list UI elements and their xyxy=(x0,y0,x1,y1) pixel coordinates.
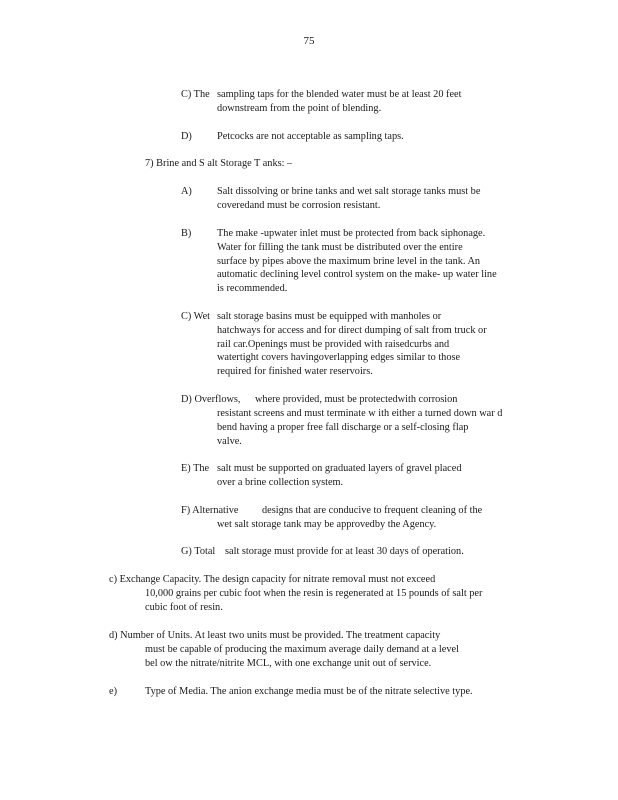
item-f-line-1: designs that are conducive to frequent cleaning of the xyxy=(262,505,483,516)
item-d-petcocks-marker: D) xyxy=(181,131,192,142)
section-d-units-line-2: must be capable of producing the maximum average daily demand at a level xyxy=(145,644,459,655)
item-b-line-5: is recommended. xyxy=(217,283,288,294)
item-c-taps-line-1: sampling taps for the blended water must be at least 20 feet xyxy=(217,89,462,100)
item-g-marker: G) Total xyxy=(181,546,216,557)
section-d-units-line-1: d) Number of Units. At least two units must be provided. The treatment capacity xyxy=(109,630,441,641)
item-a-line-2: coveredand must be corrosion resistant. xyxy=(217,200,381,211)
page-number: 75 xyxy=(303,35,315,47)
item-b-line-2: Water for filling the tank must be distributed over the entire xyxy=(217,242,463,253)
section-e-media-marker: e) xyxy=(109,686,117,697)
item-a-line-1: Salt dissolving or brine tanks and wet salt storage tanks must be xyxy=(217,186,481,197)
section-c-exchange-line-1: c) Exchange Capacity. The design capacity for nitrate removal must not exceed xyxy=(109,574,436,585)
item-e-marker: E) The xyxy=(181,463,210,474)
section-c-exchange-line-3: cubic foot of resin. xyxy=(145,602,223,613)
item-a-marker: A) xyxy=(181,186,192,197)
section-c-exchange-line-2: 10,000 grains per cubic foot when the resin is regenerated at 15 pounds of salt per xyxy=(145,588,483,599)
item-c-wet-line-5: required for finished water reservoirs. xyxy=(217,366,373,377)
item-d-overflows-line-4: valve. xyxy=(217,436,242,447)
item-d-overflows-line-2: resistant screens and must terminate w ith either a turned down war d xyxy=(217,408,503,419)
item-d-overflows-line-3: bend having a proper free fall discharge or a self-closing flap xyxy=(217,422,469,433)
item-d-overflows-line-1: where provided, must be protectedwith corrosion xyxy=(255,394,458,405)
item-c-taps-line-2: downstream from the point of blending. xyxy=(217,103,382,114)
section-d-units-line-3: bel ow the nitrate/nitrite MCL, with one exchange unit out of service. xyxy=(145,658,432,669)
section-7-heading: 7) Brine and S alt Storage T anks: – xyxy=(145,158,293,169)
item-c-taps-marker: C) The xyxy=(181,89,210,100)
item-b-line-1: The make -upwater inlet must be protected from back siphonage. xyxy=(217,228,486,239)
item-c-wet-line-4: watertight covers havingoverlapping edges similar to those xyxy=(217,352,461,363)
item-c-wet-line-1: salt storage basins must be equipped with manholes or xyxy=(217,311,442,322)
item-c-wet-marker: C) Wet xyxy=(181,311,211,322)
item-d-overflows-marker: D) Overflows, xyxy=(181,394,241,405)
item-b-marker: B) xyxy=(181,228,192,239)
section-e-media-line-1: Type of Media. The anion exchange media must be of the nitrate selective type. xyxy=(145,686,473,697)
item-f-line-2: wet salt storage tank may be approvedby the Agency. xyxy=(217,519,437,530)
item-b-line-4: automatic declining level control system on the make- up water line xyxy=(217,269,497,280)
item-g-line-1: salt storage must provide for at least 30 days of operation. xyxy=(225,546,464,557)
item-f-marker: F) Alternative xyxy=(181,505,239,516)
item-e-line-1: salt must be supported on graduated layers of gravel placed xyxy=(217,463,462,474)
item-b-line-3: surface by pipes above the maximum brine level in the tank. An xyxy=(217,256,481,267)
item-e-line-2: over a brine collection system. xyxy=(217,477,344,488)
item-c-wet-line-2: hatchways for access and for direct dumping of salt from truck or xyxy=(217,325,487,336)
item-c-wet-line-3: rail car.Openings must be provided with raisedcurbs and xyxy=(217,339,450,350)
item-d-petcocks-line-1: Petcocks are not acceptable as sampling taps. xyxy=(217,131,404,142)
